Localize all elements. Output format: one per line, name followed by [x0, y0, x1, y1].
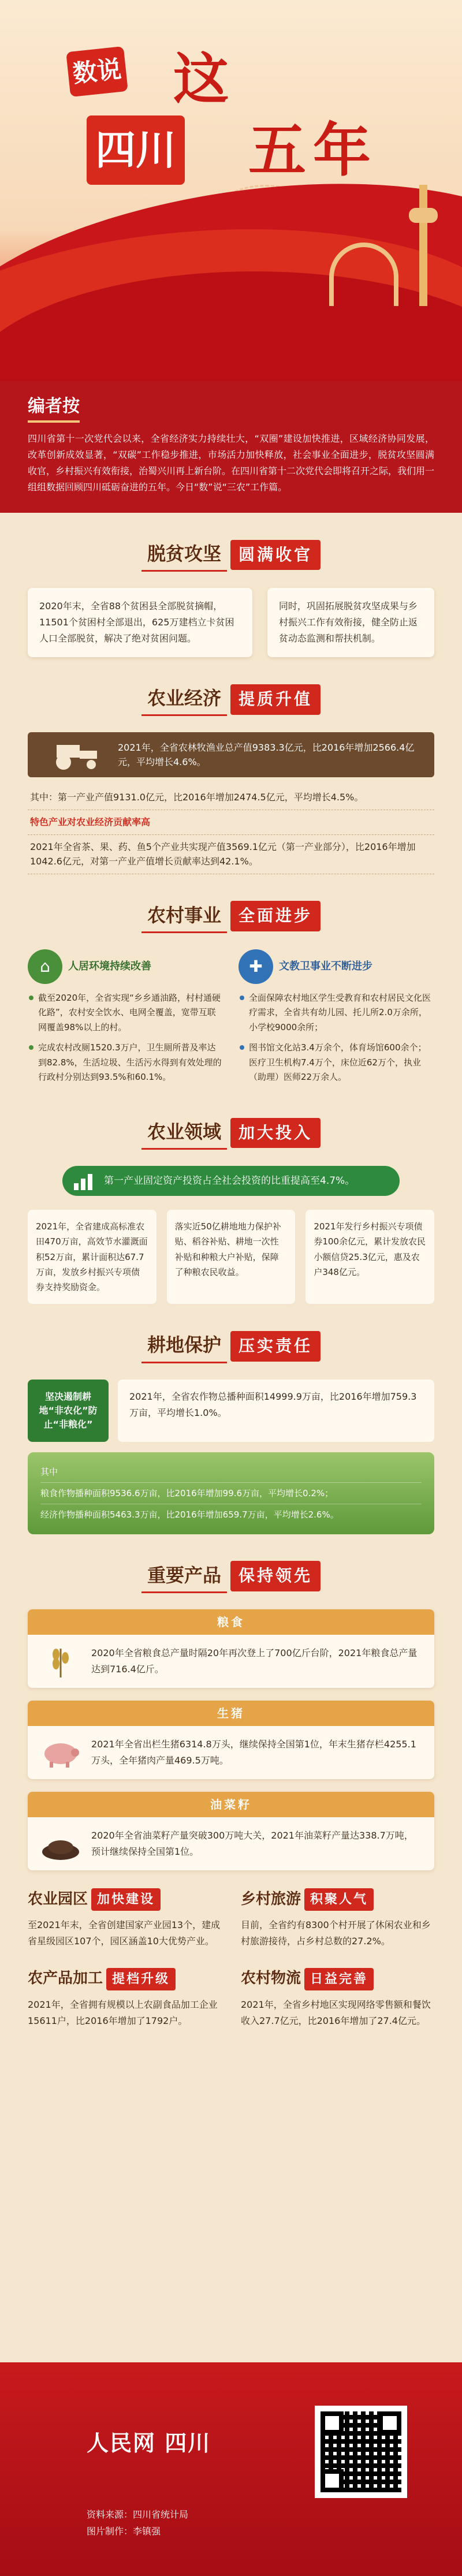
- school-icon: ✚: [239, 949, 273, 984]
- product-text: 2020年全省油菜籽产量突破300万吨大关，2021年油菜籽产量达338.7万吨，预计继续保持全国第1位。: [91, 1829, 413, 1857]
- grid-title: 农村物流: [241, 1970, 301, 1988]
- source-credit: 资料来源：四川省统计局: [87, 2509, 189, 2520]
- section-subtitle: 保持领先: [230, 1561, 321, 1591]
- section-subtitle: 加大投入: [230, 1118, 321, 1149]
- bar-chart-icon: [74, 1172, 97, 1190]
- footer: [0, 2362, 462, 2576]
- product-text: 2020年全省粮食总产量时隔20年再次登上了700亿斤台阶，2021年粮食总产量达到716.4亿斤。: [91, 1647, 418, 1675]
- grid-text: 2021年，全省拥有规模以上农副食品加工企业15611户，比2016年增加了1792户。: [28, 1999, 218, 2026]
- section-title: 脱贫攻坚: [141, 538, 227, 572]
- grid-subtitle: 提档升级: [106, 1968, 176, 1990]
- product-card-pig: [28, 1701, 434, 1779]
- arch-gate-icon: [329, 243, 398, 306]
- seed-pile-icon: [40, 1826, 81, 1861]
- list-item: 图书馆文化站3.4万余个，体育场馆600余个；医疗卫生机构7.4万个，床位近62万个，执业（助理）医师22万余人。: [239, 1041, 434, 1085]
- section-grid: [0, 1888, 462, 2029]
- pig-icon: [40, 1735, 81, 1770]
- section-title: 耕地保护: [141, 1329, 227, 1363]
- product-text: 2021年全省出栏生猪6314.8万头，继续保持全国第1位，年末生猪存栏4255.1万头，全年猪肉产量469.5万吨。: [91, 1738, 416, 1766]
- section-heading: [28, 1560, 434, 1593]
- grid-text: 目前，全省约有8300个村开展了休闲农业和乡村旅游接待，占乡村总数的27.2%。: [241, 1919, 431, 1947]
- farmland-row: 经济作物播种面积5463.3万亩，比2016年增加659.7万亩，平均增长2.6%。: [40, 1509, 339, 1520]
- section-subtitle: 全面进步: [230, 901, 321, 931]
- hero-title-part3: 五年: [248, 116, 378, 184]
- section-heading: [28, 900, 434, 933]
- grid-title: 乡村旅游: [241, 1890, 301, 1908]
- tractor-icon: [39, 739, 109, 770]
- section-heading: [28, 1116, 434, 1150]
- investment-card: 落实近50亿耕地地力保护补贴、稻谷补贴、耕地一次性补贴和种粮大户补贴，保障了种粮农民收益。: [167, 1210, 296, 1304]
- house-icon: ⌂: [28, 949, 62, 984]
- image-credit: 图片制作：李镇强: [87, 2525, 161, 2537]
- product-title: 生猪: [28, 1701, 434, 1726]
- farmland-row-prefix: 其中: [40, 1462, 422, 1483]
- investment-card: 2021年发行乡村振兴专项债券100余亿元，累计发放农民小额信贷25.3亿元，惠及农户348亿元。: [305, 1210, 434, 1304]
- hero-title-part2: 四川: [87, 115, 185, 185]
- tv-tower-icon: [419, 185, 427, 306]
- grid-text: 2021年，全省乡村地区实现网络零售额和餐饮收入27.7亿元，比2016年增加了27.4亿元。: [241, 1999, 431, 2026]
- rural-left-column: [28, 949, 223, 1091]
- investment-banner: [62, 1166, 400, 1196]
- list-item: 截至2020年，全省实现“乡乡通油路，村村通硬化路”，农村安全饮水、电网全覆盖，宽带互联网覆盖98%以上的村。: [28, 991, 223, 1035]
- hero-title-part1: 这: [173, 46, 231, 111]
- rural-right-title: 文教卫事业不断进步: [279, 960, 372, 972]
- grid-text: 至2021年末，全省创建国家产业园13个，建成省星级园区107个，园区涵盖10大优势产业。: [28, 1919, 221, 1947]
- editor-note-text: 四川省第十一次党代会以来，全省经济实力持续壮大，“双圈”建设加快推进，区域经济协同发展，改革创新成效显著，“双碳”工作稳步推进，市场活力加快释放，社会事业全面进步，脱贫攻坚圆满收官，乡村振兴有效衔接，治蜀兴川再上新台阶。在四川省第十二次党代会即将召开之际，我们用一组组数据回顾四川砥砺奋进的五年。今日“数”说“三农”工作篇。: [28, 433, 435, 493]
- section-investment: [0, 1116, 462, 1304]
- section-subtitle: 压实责任: [230, 1331, 321, 1362]
- hero-banner: [0, 0, 462, 381]
- shuoshuo-badge: 数说: [66, 46, 128, 97]
- grid-item-parks: [28, 1888, 221, 1950]
- product-card-grain: [28, 1609, 434, 1688]
- poverty-left-card: 2020年末，全省88个贫困县全部脱贫摘帽，11501个贫困村全部退出，625万建档立卡贫困人口全部脱贫，解决了绝对贫困问题。: [28, 588, 252, 657]
- section-title: 农业经济: [141, 683, 227, 716]
- wheat-icon: [40, 1644, 81, 1679]
- section-title: 农业领域: [141, 1116, 227, 1150]
- section-products: [0, 1560, 462, 1870]
- section-rural-affairs: [0, 900, 462, 1091]
- farmland-main-text: 2021年，全省农作物总播种面积14999.9万亩，比2016年增加759.3万亩，平均增长1.0%。: [118, 1380, 434, 1442]
- grid-subtitle: 日益完善: [304, 1968, 374, 1990]
- footer-credits: [87, 2507, 188, 2540]
- editor-note-title: 编者按: [28, 393, 80, 423]
- people-daily-logo: 人民网 四川: [87, 2430, 211, 2456]
- section-subtitle: 提质升值: [230, 684, 321, 715]
- list-item: 完成农村改厕1520.3万户，卫生厕所普及率达到82.8%，生活垃圾、生活污水得到有效处理的行政村分别达到93.5%和60.1%。: [28, 1041, 223, 1085]
- poverty-right-card: 同时，巩固拓展脱贫攻坚成果与乡村振兴工作有效衔接，健全防止返贫动态监测和帮扶机制。: [267, 588, 434, 657]
- tractor-banner: [28, 732, 434, 777]
- farmland-field-panel: [28, 1452, 434, 1534]
- grid-item-processing: [28, 1967, 221, 2029]
- product-card-rapeseed: [28, 1792, 434, 1870]
- product-title: 油菜籽: [28, 1792, 434, 1817]
- tv-tower-top-icon: [409, 208, 438, 223]
- section-heading: [28, 1329, 434, 1363]
- section-title: 农村事业: [141, 900, 227, 933]
- section-poverty: [0, 538, 462, 657]
- section-heading: [28, 683, 434, 716]
- section-farmland: [0, 1329, 462, 1534]
- grid-item-tourism: [241, 1888, 434, 1950]
- investment-card: 2021年，全省建成高标准农田470万亩，高效节水灌溉面积52万亩，累计面积达67.7万亩，发放乡村振兴专项债券支持奖励资金。: [28, 1210, 157, 1304]
- list-item: 全面保障农村地区学生受教育和农村居民文化医疗需求，全省共有幼儿园、托儿所2.0万余所，小学校9000余所；: [239, 991, 434, 1035]
- agri-line-3: 2021年全省茶、果、药、鱼5个产业共实现产值3569.1亿元（第一产业部分），比2016年增加1042.6亿元，对第一产业产值增长贡献率达到42.1%。: [28, 835, 434, 874]
- qr-code-icon[interactable]: [315, 2406, 407, 2498]
- rural-right-column: [239, 949, 434, 1091]
- grid-item-logistics: [241, 1967, 434, 2029]
- grid-subtitle: 加快建设: [91, 1888, 161, 1911]
- agri-line-tag: 特色产业对农业经济贡献率高: [28, 810, 434, 835]
- grid-subtitle: 积聚人气: [304, 1888, 374, 1911]
- section-agri-economy: [0, 683, 462, 874]
- section-title: 重要产品: [141, 1560, 227, 1593]
- farmland-row: 粮食作物播种面积9536.6万亩，比2016年增加99.6万亩，平均增长0.2%；: [40, 1483, 422, 1504]
- section-subtitle: 圆满收官: [230, 540, 321, 571]
- agri-line-1: 其中：第一产业产值9131.0亿元，比2016年增加2474.5亿元，平均增长4.5%。: [28, 785, 434, 810]
- investment-banner-text: 第一产业固定资产投资占全社会投资的比重提高至4.7%。: [104, 1175, 355, 1187]
- rural-left-title: 人居环境持续改善: [68, 960, 151, 972]
- product-title: 粮食: [28, 1609, 434, 1635]
- grid-title: 农业园区: [28, 1890, 88, 1908]
- agri-total-text: 2021年，全省农林牧渔业总产值9383.3亿元，比2016年增加2566.4亿元，平均增长4.6%。: [118, 741, 415, 768]
- farmland-label: 坚决遏制耕地“非农化”防止“非粮化”: [28, 1380, 109, 1442]
- editor-note: [0, 381, 462, 513]
- grid-title: 农产品加工: [28, 1970, 103, 1988]
- section-heading: [28, 538, 434, 572]
